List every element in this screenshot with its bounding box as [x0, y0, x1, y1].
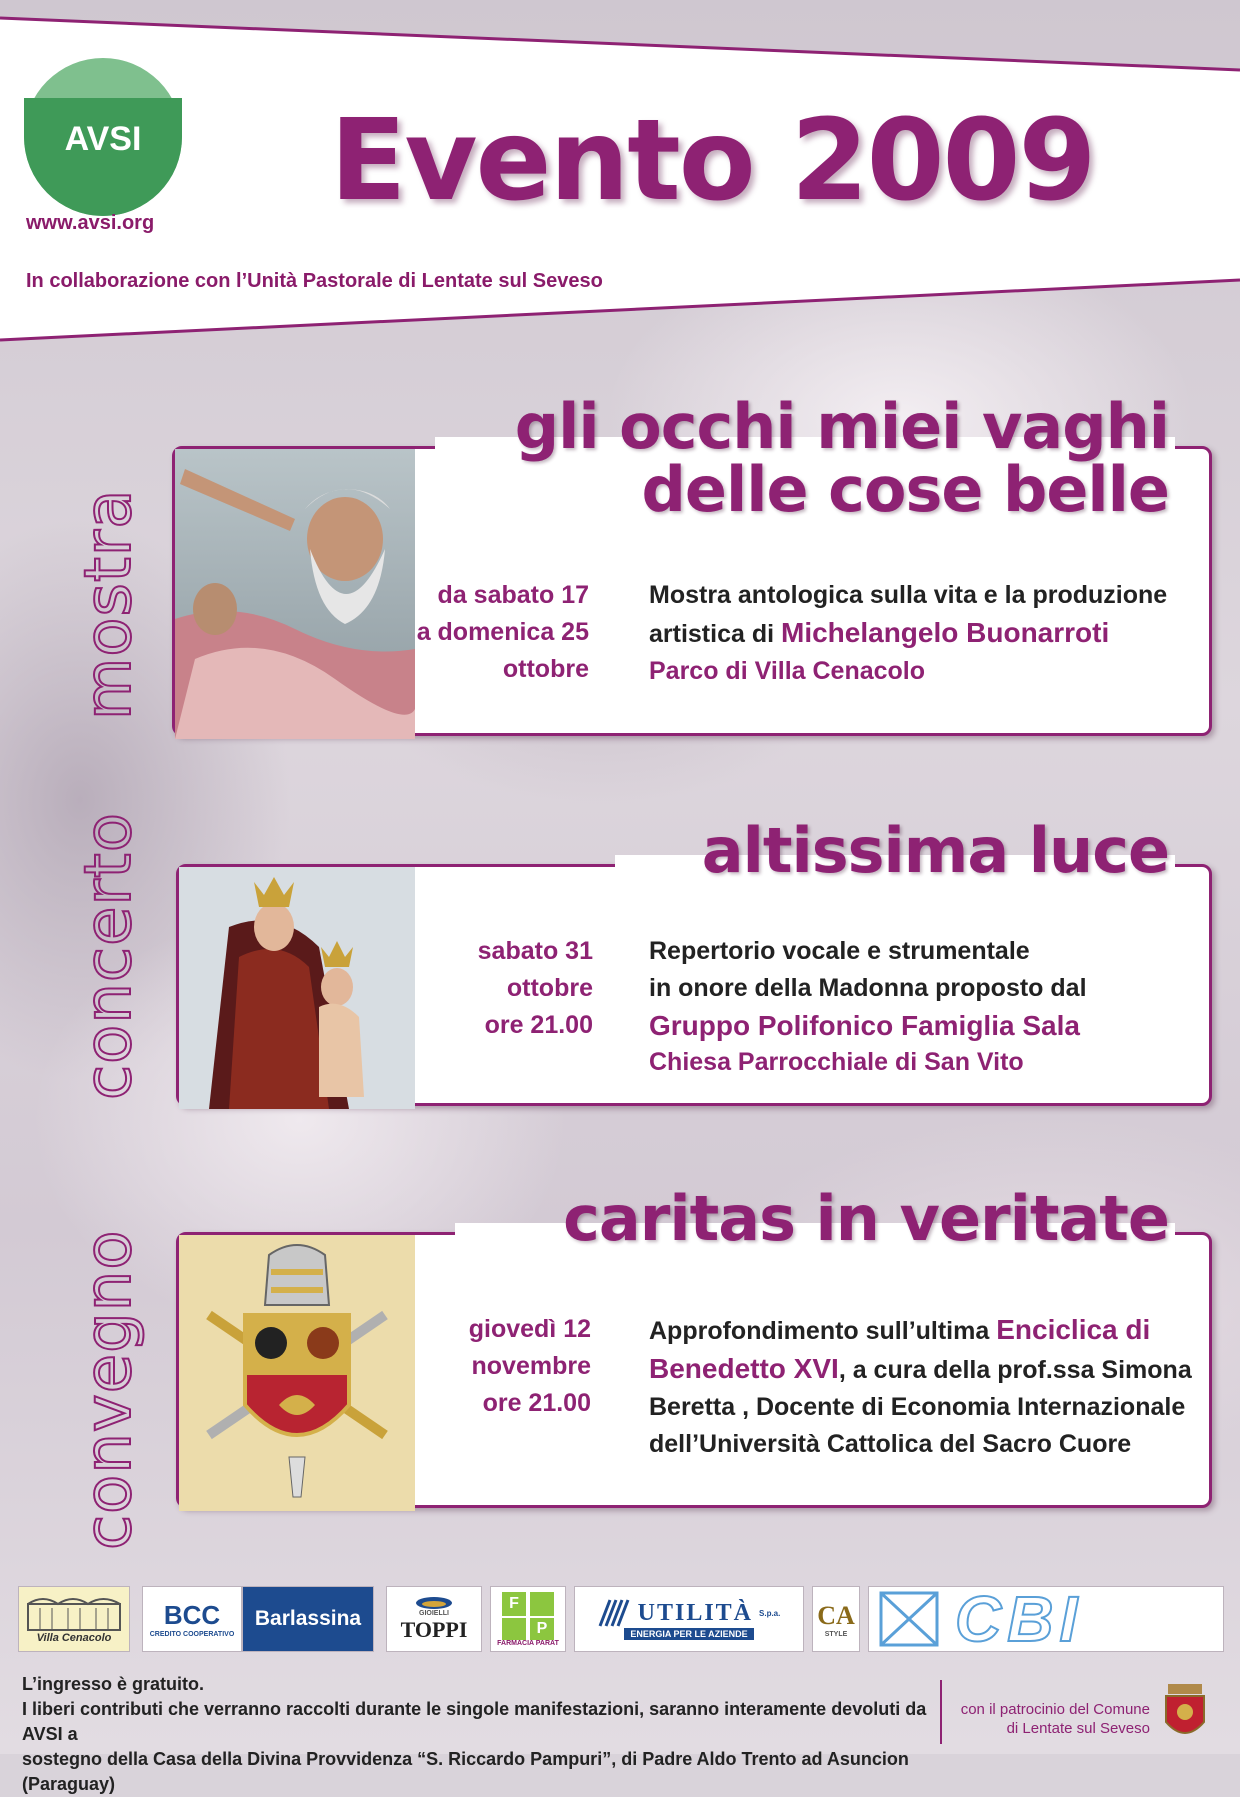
event-date-mostra: da sabato 17 a domenica 25 ottobre — [416, 581, 589, 683]
logo-url: www.avsi.org — [26, 212, 155, 234]
event-date-convegno: giovedì 12 novembre ore 21.00 — [468, 1315, 591, 1417]
cbi-icon — [879, 1591, 939, 1647]
event-title-convegno: caritas in veritate — [563, 1182, 1169, 1255]
avsi-logo — [24, 58, 182, 216]
footer-text: L’ingresso è gratuito. I liberi contributi che verranno raccolti durante le singole manifestazioni, saranno interamente devoluti da AVSI a sostegno della Casa della Divina Provvidenza “S. Riccardo Pampuri”, di Padre Aldo Trento ad Asuncion (Paraguay) — [22, 1674, 927, 1794]
comune-crest-icon — [1158, 1682, 1212, 1748]
event-convegno — [176, 1182, 1212, 1508]
sponsor-utilita: UTILITÀ S.p.a. ENERGIA PER LE AZIENDE — [574, 1586, 804, 1652]
sponsor-barlassina: Barlassina — [242, 1586, 374, 1652]
patronage-text: con il patrocinio del Comune di Lentate sul Seveso — [960, 1701, 1150, 1737]
michelangelo-image — [175, 449, 415, 733]
event-desc-mostra: Mostra antologica sulla vita e la produzione artistica di Michelangelo Buonarroti Parco di Villa Cenacolo — [649, 581, 1168, 685]
collaboration-text: In collaborazione con l’Unità Pastorale di Lentate sul Seveso — [26, 270, 603, 292]
event-desc-concerto: Repertorio vocale e strumentale in onore della Madonna proposto dal Gruppo Polifonico Famiglia Sala Chiesa Parrocchiale di San Vito — [649, 937, 1087, 1076]
event-concerto — [176, 814, 1212, 1106]
sponsor-farmacia: F P FARMACIA PARAT — [490, 1586, 566, 1652]
sponsor-villa-cenacolo: Villa Cenacolo — [18, 1586, 130, 1652]
poster: AVSI www.avsi.org Evento 2009 In collaborazione con l’Unità Pastorale di Lentate sul Seveso mostra concerto convegno gli occhi miei vaghi delle cose belle da sabato 17 a domenica 25 ottobre Mostra antologica sulla vita e la produzione artistica di Michelangelo Buonarroti Parco di Villa Cenacolo altissima luce sabato 31 ottobre ore 21.00 Repertorio vocale e strumentale in onore della Madonna proposto dal Gruppo Polifonico Famiglia Sala Chiesa Parrocchiale di San Vito caritas in veritate giovedì 12 novembre ore 21.00 Approfondimento sull’ultima Enciclica di Benedetto XVI, a cura della prof.ssa Simona Beretta , Docente di Economia Internazionale dell’Università Cattolica del Sacro Cuore Villa Cenacolo BCC CREDITO COOPERATIVO Barlassina GIOIELLI TOPPI F P FARMACIA PARAT UTILITÀ S.p.a. ENERGIA PER LE AZIENDE CA STYLE CBI L’ingresso è gratuito. I liberi contributi che verranno raccolti durante le singole manifestazioni, saranno interamente devoluti da AVSI a sostegno della Casa della Divina Provvidenza “S. Riccardo Pampuri”, di Padre Aldo Trento ad Asuncion (Paraguay) con il patrocinio del Comune di Lentate sul Seveso — [0, 0, 1240, 1754]
sponsor-toppi: GIOIELLI TOPPI — [386, 1586, 482, 1652]
sponsor-cbi: CBI — [868, 1586, 1224, 1652]
madonna-image — [179, 867, 415, 1103]
villa-cenacolo-icon — [26, 1594, 122, 1632]
event-date-concerto: sabato 31 ottobre ore 21.00 — [477, 937, 593, 1039]
sponsor-ca-style: CA STYLE — [812, 1586, 860, 1652]
event-mostra — [172, 390, 1212, 736]
footer-divider — [940, 1680, 942, 1744]
logo-text: AVSI — [64, 120, 142, 158]
utilita-icon — [598, 1598, 632, 1628]
ring-icon — [414, 1596, 454, 1610]
sponsor-row — [18, 1583, 1224, 1658]
sponsor-bcc: BCC CREDITO COOPERATIVO — [142, 1586, 242, 1652]
papal-coat-of-arms-image — [179, 1235, 415, 1505]
event-title-concerto: altissima luce — [701, 814, 1169, 887]
event-title-mostra: gli occhi miei vaghi delle cose belle — [514, 390, 1169, 527]
page-title: Evento 2009 — [330, 96, 1095, 226]
event-desc-convegno: Approfondimento sull’ultima Enciclica di Benedetto XVI, a cura della prof.ssa Simona Beretta , Docente di Economia Internazionale dell’Università Cattolica del Sacro Cuore — [649, 1314, 1192, 1458]
